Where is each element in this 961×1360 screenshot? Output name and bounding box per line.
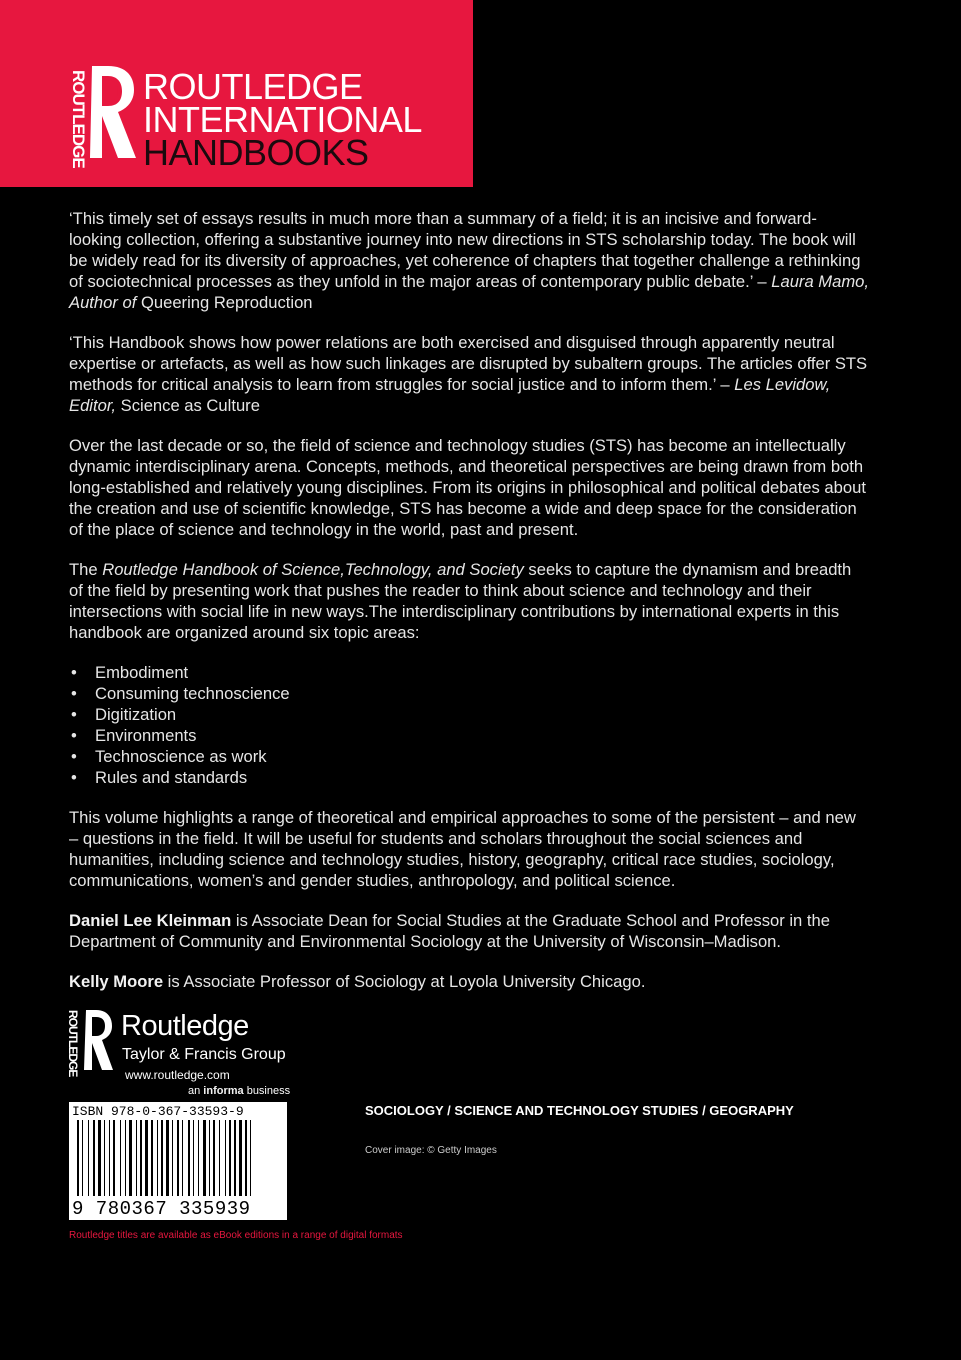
barcode-bar	[140, 1120, 142, 1196]
isbn-barcode	[69, 1102, 287, 1220]
publisher-url: www.routledge.com	[125, 1068, 230, 1082]
isbn-digits: 9 780367 335939	[72, 1198, 251, 1220]
barcode-bar	[213, 1120, 215, 1196]
barcode-bar	[219, 1120, 220, 1196]
publisher-group: Taylor & Francis Group	[122, 1046, 286, 1063]
routledge-vertical-wordmark: ROUTLEDGE	[69, 70, 88, 168]
barcode-bar	[188, 1120, 190, 1196]
topic-list	[69, 662, 869, 788]
series-banner	[0, 0, 473, 187]
quote-mamo: ‘This timely set of essays results in much more than a summary of a field; it is an incisive and forward-looking collection, offering a substantive journey into new directions in STS scholarship today. The book will be widely read for its diversity of approaches, yet coherence of chapters that together challenge a rethinking of sociotechnical processes as they unfold in the major areas of contemporary public debate.’ – Laura Mamo, Author of Queering Reproduction	[69, 209, 870, 312]
barcode-bar	[193, 1120, 194, 1196]
back-cover-text	[69, 208, 869, 1011]
routledge-r-logo-icon	[86, 62, 138, 162]
subject-categories: SOCIOLOGY / SCIENCE AND TECHNOLOGY STUDIES / GEOGRAPHY	[365, 1103, 794, 1118]
quote-levidow: ‘This Handbook shows how power relations are both exercised and disguised through apparently neutral expertise or artefacts, as well as how such linkages are disrupted by subaltern groups. The articles offer STS methods for critical analysis to learn from struggles for social justice and to inform them.’ – Les Levidow, Editor, Science as Culture	[69, 333, 868, 415]
isbn-label: ISBN 978-0-367-33593-9	[72, 1104, 244, 1119]
series-title	[143, 66, 422, 173]
handbook-paragraph: The Routledge Handbook of Science,Technology, and Society seeks to capture the dynamism and breadth of the field by presenting work that pushes the reader to think about science and technology and their intersections with social life in new ways.The interdisciplinary contributions by international experts in this handbook are organized around six topic areas:	[69, 560, 852, 642]
ebook-availability-note: Routledge titles are available as eBook editions in a range of digital formats	[69, 1230, 403, 1241]
publisher-name: Routledge	[121, 1010, 249, 1042]
barcode-bar	[250, 1120, 251, 1196]
informa-tagline: an informa business	[188, 1085, 291, 1097]
barcode-bar	[177, 1120, 179, 1196]
series-line-2: INTERNATIONAL	[143, 99, 422, 140]
list-item: • Technoscience as work	[71, 747, 267, 766]
barcode-bar	[239, 1120, 242, 1196]
editor-kleinman-bio: Daniel Lee Kleinman is Associate Dean for Social Studies at the Graduate School and Professor in the Department of Community and Environmental Sociology at the University of Wisconsin–Madison.	[69, 911, 830, 951]
barcode-bar	[104, 1120, 105, 1196]
barcode-bar	[198, 1120, 199, 1196]
barcode-bar	[182, 1120, 183, 1196]
list-item: • Environments	[71, 726, 197, 745]
barcode-bar	[203, 1120, 206, 1196]
barcode-bar	[109, 1120, 110, 1196]
cover-image-credit: Cover image: © Getty Images	[365, 1145, 497, 1156]
series-line-3: HANDBOOKS	[143, 132, 369, 173]
barcode-bar	[157, 1120, 158, 1196]
barcode-bar	[129, 1120, 132, 1196]
barcode-bar	[82, 1120, 83, 1196]
barcode-bar	[245, 1120, 247, 1196]
barcode-bar	[93, 1120, 95, 1196]
list-item: • Digitization	[71, 705, 177, 724]
barcode-bar	[234, 1120, 236, 1196]
barcode-bar	[77, 1120, 79, 1196]
barcode-bar	[161, 1120, 163, 1196]
intro-paragraph: Over the last decade or so, the field of science and technology studies (STS) has become an intellectually dynamic interdisciplinary arena. Concepts, methods, and theoretical perspectives are being drawn from both long-established and relatively young disciplines. From its origins in philosophical and political debates about the creation and use of scientific knowledge, STS has become a wide and deep space for the consideration of the place of science and technology in the world, past and present.	[69, 436, 866, 539]
publisher-vertical-wordmark: ROUTLEDGE	[66, 1010, 80, 1077]
list-item: • Embodiment	[71, 663, 189, 682]
routledge-r-mark-icon	[82, 1008, 114, 1072]
publisher-logo	[66, 1008, 296, 1100]
barcode-bar	[98, 1120, 101, 1196]
barcode-bar	[136, 1120, 137, 1196]
barcode-bar	[120, 1120, 121, 1196]
barcode-bar	[166, 1120, 169, 1196]
editor-moore-bio: Kelly Moore is Associate Professor of Sociology at Loyola University Chicago.	[69, 972, 646, 991]
list-item: • Rules and standards	[71, 768, 248, 787]
barcode-bar	[229, 1120, 231, 1196]
barcode-bar	[145, 1120, 148, 1196]
barcode-bar	[225, 1120, 226, 1196]
barcode-bar	[125, 1120, 126, 1196]
barcode-bar	[172, 1120, 173, 1196]
barcode-bar	[113, 1120, 115, 1196]
barcode-bar	[88, 1120, 89, 1196]
barcode-bars	[77, 1120, 281, 1198]
series-line-1: ROUTLEDGE	[143, 66, 363, 107]
audience-paragraph: This volume highlights a range of theoretical and empirical approaches to some of the persistent – and new – questions in the field. It will be useful for students and scholars throughout the social sciences and humanities, including science and technology studies, history, geography, critical race studies, sociology, communications, women’s and gender studies, anthropology, and political science.	[69, 808, 856, 890]
barcode-bar	[151, 1120, 153, 1196]
barcode-bar	[209, 1120, 210, 1196]
list-item: • Consuming technoscience	[71, 684, 290, 703]
